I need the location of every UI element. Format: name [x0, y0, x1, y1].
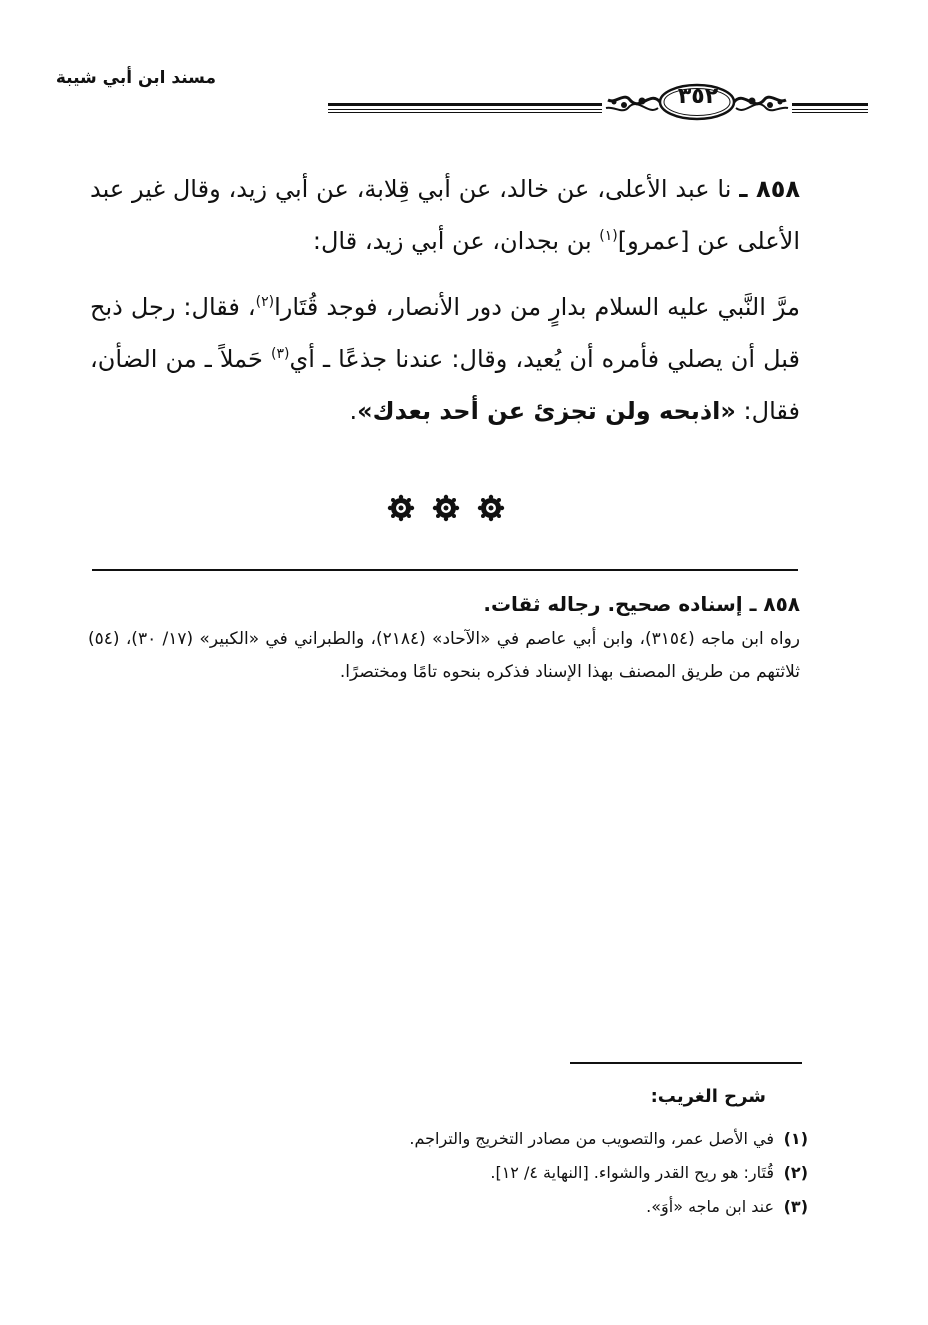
floral-star-icon [388, 495, 414, 521]
glossary-heading: شرح الغريب: [650, 1086, 766, 1107]
footnote-marker-1: (١) [599, 228, 618, 244]
takhrij-body: رواه ابن ماجه (٣١٥٤)، وابن أبي عاصم في «الآحاد» (٢١٨٤)، والطبراني في «الكبير» (١٧/ ٣٠)، (٥٤) ثلاثتهم من طريق المصنف بهذا الإسناد فذكره بنحوه تامًا ومختصرًا. [88, 629, 800, 682]
running-title: مسند ابن أبي شيبة [55, 68, 216, 88]
footnote-number: (٣) [783, 1197, 808, 1216]
matn-paragraph [90, 281, 800, 437]
matn-part-2: ، فقال: رجل ذبح قبل أن يصلي فأمره أن يُعيد، وقال: عندنا جذعًا ـ أي [90, 293, 800, 373]
footnote-item [108, 1156, 808, 1190]
floral-star-icon [433, 495, 459, 521]
matn-part-3: حَملاً ـ من الضأن، فقال: [90, 345, 800, 425]
matn-part-1: مرَّ النَّبي عليه السلام بدارٍ من دور الأنصار، فوجد قُتَارا [274, 293, 800, 321]
hadith-number: ٨٥٨ ـ [739, 175, 800, 203]
footnote-text: في الأصل عمر، والتصويب من مصادر التخريج والتراجم. [409, 1129, 774, 1148]
isnad-line-2-end: بن بجدان، عن أبي زيد، قال: [312, 227, 592, 255]
footnote-item [108, 1190, 808, 1224]
footnote-text: قُتَار: هو ريح القدر والشواء. [النهاية ٤/ ١٢]. [490, 1163, 774, 1182]
isnad-line-2: وقال غير عبد الأعلى عن [عمرو] [90, 175, 800, 255]
isnad-line-1: نا عبد الأعلى، عن خالد، عن أبي قِلابة، عن أبي زيد، [228, 175, 732, 203]
hadith-ending: . [349, 397, 358, 425]
footnote-number: (٢) [783, 1163, 808, 1182]
takhrij-section [88, 585, 800, 689]
footnote-marker-3: (٣) [270, 346, 290, 362]
takhrij-heading: ٨٥٨ ـ إسناده صحيح. رجاله ثقات. [483, 592, 800, 616]
footnote-rule [570, 1062, 802, 1064]
page-number: ٣٥٢ [677, 84, 719, 109]
prophet-saying: «اذبحه ولن تجزئ عن أحد بعدك» [357, 397, 736, 425]
footnote-text: عند ابن ماجه «أوَ». [646, 1197, 774, 1216]
separator-stars [383, 493, 513, 523]
isnad-paragraph [90, 163, 800, 267]
footnote-list [108, 1122, 808, 1224]
takhrij-rule [92, 569, 798, 571]
hadith-text [90, 163, 800, 437]
footnote-marker-2: (٢) [255, 294, 275, 310]
footnote-number: (١) [783, 1129, 808, 1148]
floral-star-icon [478, 495, 504, 521]
footnote-item [108, 1122, 808, 1156]
